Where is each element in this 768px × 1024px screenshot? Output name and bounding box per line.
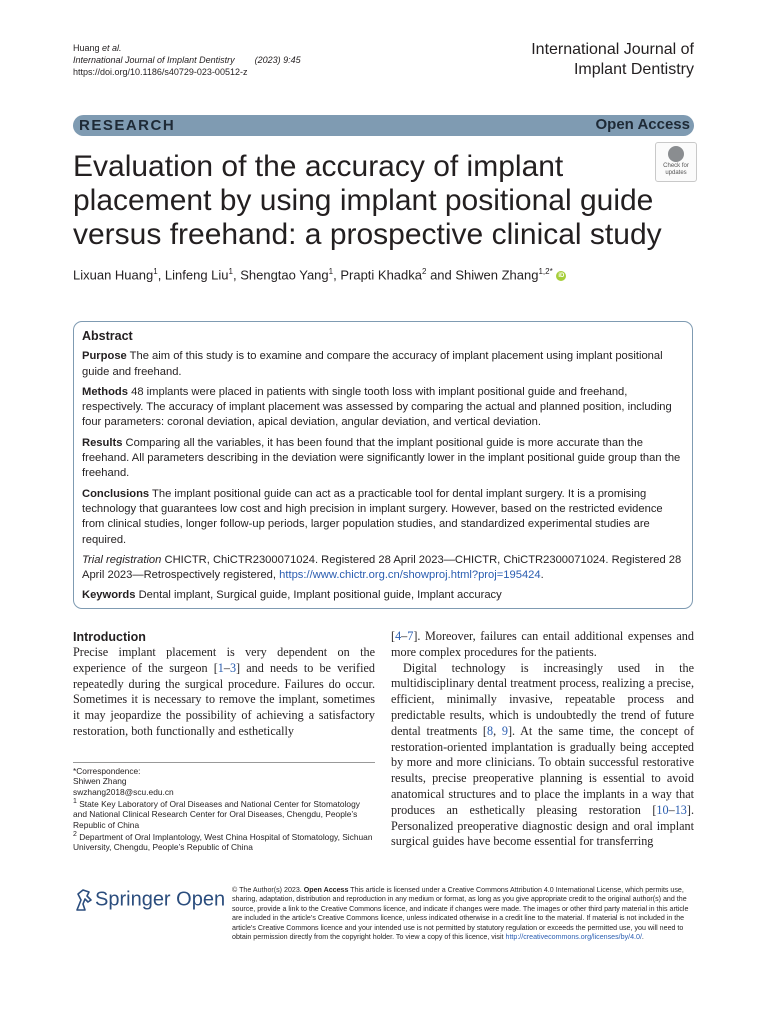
correspondence-label: *Correspondence:: [73, 766, 141, 776]
author-affiliation-sup: 1: [228, 267, 233, 276]
intro-text: ,: [493, 723, 502, 738]
reference-link[interactable]: 8: [487, 723, 494, 738]
right-column: [391, 629, 694, 850]
cite-doi[interactable]: https://doi.org/10.1186/s40729-023-00512-z: [73, 67, 248, 77]
springer-horse-icon: [73, 888, 95, 912]
journal-name-line1: International Journal of: [531, 41, 694, 58]
author-affiliation-sup: 1: [328, 267, 334, 276]
check-for-updates-line2: updates: [665, 170, 687, 176]
author-affiliation-sup: 2: [422, 267, 427, 276]
trial-link[interactable]: https://www.chictr.org.cn/showproj.html?proj=195424: [279, 569, 541, 582]
author-name: Lixuan Huang: [73, 267, 154, 283]
check-for-updates-line1: Check for: [663, 163, 689, 169]
publisher-suffix: Open: [176, 888, 226, 911]
intro-text: ] and needs to be verified repeatedly during the surgical procedure. Failures do occur. Sometimes it is necessary to remove the implant, sometimes it may jeopardize the possibility of achieving a satisfactory restoration, both functionally and esthetically: [73, 660, 375, 738]
reference-link[interactable]: 1: [217, 660, 224, 675]
author-name: , Linfeng Liu: [157, 267, 229, 283]
methods-text: 48 implants were placed in patients with single tooth loss with implant positional guide and freehand, respectively. The accuracy of implant placement was assessed by comparing the actual and planned position, including four parameters: coronal deviation, apical deviation, angular deviation, and vertical deviation.: [82, 385, 672, 429]
open-access-label: Open Access: [595, 116, 690, 133]
abstract-purpose: [82, 349, 686, 380]
author-name: , Prapti Khadka: [333, 267, 422, 283]
keywords-label: Keywords: [82, 589, 136, 602]
affiliation-1: [73, 797, 375, 830]
orcid-icon[interactable]: iD: [558, 272, 565, 279]
introduction-heading: Introduction: [73, 630, 146, 644]
intro-paragraph-1: [73, 645, 375, 740]
abstract-conclusions: [82, 487, 686, 548]
cite-journal: International Journal of Implant Dentistry: [73, 55, 235, 65]
abstract-heading: Abstract: [82, 329, 133, 343]
intro-text: ]. Personalized preoperative diagnostic design and oral implant surgical guides have become essential for transferring: [391, 802, 694, 849]
author-name: and Shiwen Zhang: [426, 267, 539, 283]
cite-etal: et al.: [102, 43, 122, 53]
abstract-trial-registration: [82, 553, 686, 584]
correspondence-name: Shiwen Zhang: [73, 776, 127, 787]
correspondence-email[interactable]: swzhang2018@scu.edu.cn: [73, 786, 174, 797]
trial-end: .: [540, 569, 544, 582]
citation-block: [73, 42, 301, 78]
intro-text: Digital technology is increasingly used in the multidisciplinary dental treatment process, realizing a precise, efficient, minimally invasive, repeatable process and predictable results, which is undoubtedly the trend of future dental treatments [: [391, 660, 694, 738]
intro-text: [: [391, 629, 396, 643]
license-link[interactable]: http://creativecommons.org/licenses/by/4.0/: [505, 933, 642, 942]
trial-text: CHICTR, ChiCTR2300071024. Registered 28 April 2023—CHICTR, ChiCTR2300071024. Registered 28 April 2023—Retrospectively registered,: [82, 553, 682, 582]
affiliation-text: State Key Laboratory of Oral Diseases and National Center for Stomatology and National Clinical Research Center for Oral Diseases, Chengdu, People’s Republic of China: [73, 799, 360, 830]
intro-text: ]. Moreover, failures can entail additional expenses and more complex procedures for the patients.: [391, 629, 694, 659]
intro-text: ]. At the same time, the concept of restoration-oriented implantation is gradually being accepted by more and more clinicians. To obtain successful restorative results, precise preoperative planning is essential to avoid anatomical structures and to place the implants in a way that produces an esthetically pleasing restoration [: [391, 723, 695, 817]
affiliation-sup: 2: [73, 831, 77, 839]
keywords-text: Dental implant, Surgical guide, Implant positional guide, Implant accuracy: [138, 589, 502, 602]
check-for-updates-icon: [668, 146, 684, 162]
reference-link[interactable]: 3: [229, 660, 237, 675]
left-column: [73, 629, 375, 740]
abstract-methods: [82, 385, 686, 431]
footnotes: [73, 762, 375, 853]
license-body: This article is licensed under a Creative Commons Attribution 4.0 International License, which permits use, sharing, adaptation, distribution and reproduction in any medium or format, as long as you give appropriate credit to the original author(s) and the source, provide a link to the Creative Commons licence, and indicate if changes were made. The images or other third party material in this article are included in the article’s Creative Commons licence, unless indicated otherwise in a credit line to the material. If material is not included in the article’s Creative Commons licence and your intended use is not permitted by statutory regulation or exceeds the permitted use, you will need to obtain permission directly from the copyright holder. To view a copy of this licence, visit: [232, 886, 689, 942]
license-text: [232, 886, 694, 942]
abstract-box: [73, 321, 693, 609]
reference-link[interactable]: 9: [501, 723, 508, 738]
abstract-keywords: [82, 588, 686, 603]
reference-link[interactable]: 7: [407, 629, 414, 643]
publisher-name: Springer: [95, 888, 171, 911]
purpose-label: Purpose: [82, 350, 127, 363]
abstract-results: [82, 436, 686, 482]
cite-author: Huang: [73, 43, 103, 53]
results-label: Results: [82, 436, 123, 449]
trial-label: Trial registration: [82, 553, 162, 566]
intro-text: Precise implant placement is very dependent on the experience of the surgeon [: [73, 645, 375, 675]
intro-text: –: [223, 660, 230, 675]
author-list: [73, 264, 566, 283]
article-type: RESEARCH: [79, 117, 176, 134]
license-end: .: [641, 933, 644, 942]
article-title: Evaluation of the accuracy of implant placement by using implant positional guide versus freehand: a prospective clinical study: [73, 150, 662, 251]
check-for-updates-badge[interactable]: [655, 142, 697, 182]
springer-open-logo: [73, 888, 225, 912]
conclusions-label: Conclusions: [82, 487, 150, 500]
license-prefix: © The Author(s) 2023.: [232, 886, 304, 894]
reference-link[interactable]: 13: [674, 802, 687, 817]
intro-paragraph-2: [391, 661, 694, 851]
author-affiliation-sup: 1: [153, 267, 158, 276]
reference-link[interactable]: 4: [395, 629, 402, 643]
cite-year: (2023) 9:45: [254, 55, 301, 65]
affiliation-2: [73, 830, 375, 853]
purpose-text: The aim of this study is to examine and compare the accuracy of implant placement using implant positional guide and freehand.: [82, 350, 663, 378]
affiliation-text: Department of Oral Implantology, West China Hospital of Stomatology, Sichuan University, Chengdu, People’s Republic of China: [73, 832, 373, 853]
reference-link[interactable]: 10: [656, 802, 669, 817]
article-type-banner: [73, 115, 694, 136]
intro-text: –: [668, 802, 675, 817]
conclusions-text: The implant positional guide can act as a practicable tool for dental implant surgery. It is a promising technology that guarantees low cost and high precision in implant surgery. However, based on the restricted evidence from clinical studies, longer follow-up periods, larger population studies, and standardized experimental studies are required.: [82, 487, 663, 546]
author-name: , Shengtao Yang: [232, 267, 329, 283]
methods-label: Methods: [82, 385, 128, 398]
intro-text: –: [401, 629, 408, 643]
affiliation-sup: 1: [73, 798, 77, 806]
journal-name: [531, 40, 694, 80]
license-open-access: Open Access: [303, 886, 349, 894]
results-text: Comparing all the variables, it has been found that the implant positional guide is more accurate than the freehand. All parameters describing in the deviation were significantly lower in the implant positional guide group than the freehand.: [82, 436, 681, 480]
journal-name-line2: Implant Dentistry: [573, 61, 694, 78]
author-affiliation-sup: 1,2*: [538, 267, 553, 276]
intro-paragraph-1-cont: [391, 629, 694, 661]
